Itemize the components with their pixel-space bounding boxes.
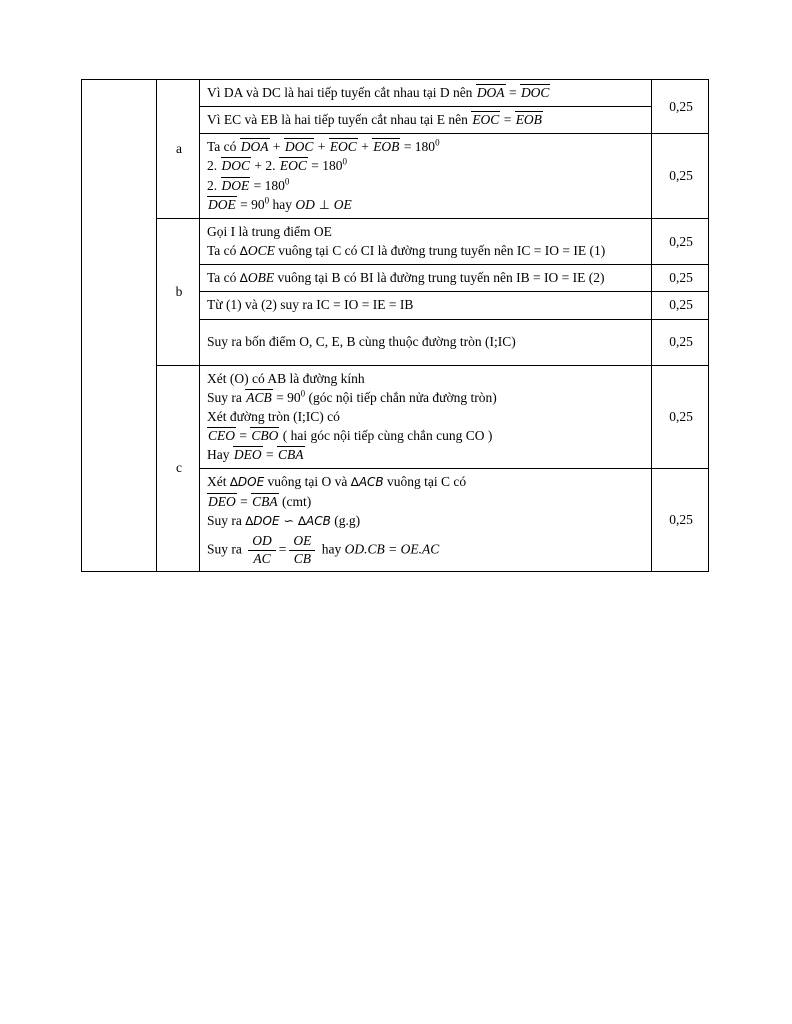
fraction-numerator-oe: OE — [289, 534, 315, 551]
text-c2-post: vuông tại C có — [383, 474, 467, 490]
content-c2 — [200, 469, 652, 571]
score-b4: 0,25 — [652, 319, 709, 365]
line-c1-5 — [207, 445, 646, 464]
eq-c1-5: = — [262, 447, 277, 463]
angle-doe-1: DOE — [221, 177, 250, 193]
text-hay-3: hay — [318, 541, 345, 557]
degree-2: 0 — [342, 156, 348, 167]
fraction-oe-cb — [289, 534, 315, 567]
degree-1: 0 — [435, 137, 440, 148]
angle-eoc-3: EOC — [279, 158, 307, 174]
fraction-od-ac — [248, 534, 276, 567]
angle-deo-1: DEO — [233, 447, 262, 463]
segment-od: OD — [295, 196, 315, 212]
angle-cba-2: CBA — [252, 493, 278, 509]
angle-ceo: CEO — [208, 428, 235, 444]
answer-key-table — [81, 79, 709, 572]
text-a3-l2-mid: + 2. — [251, 158, 279, 174]
triangle-acb-1: ∆ACB — [350, 475, 384, 490]
score-c1: 0,25 — [652, 365, 709, 469]
text-c1-l4-post: ( hai góc nội tiếp cùng chắn cung CO ) — [279, 428, 493, 444]
text-cmt: (cmt) — [278, 493, 312, 509]
equation-od-cb: OD.CB = OE.AC — [344, 541, 440, 557]
score-b3: 0,25 — [652, 292, 709, 319]
triangle-doe-2: ∆DOE — [245, 513, 280, 528]
degree-3: 0 — [284, 176, 290, 187]
content-b4 — [200, 319, 652, 365]
line-b1-2 — [207, 241, 646, 260]
line-a3-4 — [207, 195, 646, 214]
text-b1-l1: Gọi I là trung điểm OE — [207, 223, 332, 239]
eq-a3-4: = 90 — [236, 196, 265, 212]
triangle-symbol-2: ∆ — [239, 271, 248, 286]
text-a2-pre: Vì EC và EB là hai tiếp tuyến cắt nhau tại E nên — [207, 112, 472, 128]
score-b1: 0,25 — [652, 218, 709, 264]
eq-c2-4: = — [278, 541, 287, 557]
text-b3: Từ (1) và (2) suy ra IC = IO = IE = IB — [207, 297, 414, 313]
text-c1-l2-pre: Suy ra — [207, 389, 246, 405]
angle-doa: DOA — [476, 85, 505, 100]
similar-symbol: ∽ — [279, 512, 298, 528]
triangle-oce: OCE — [247, 243, 275, 259]
score-c2: 0,25 — [652, 469, 709, 571]
line-c2-2 — [207, 492, 646, 511]
angle-doe-2: DOE — [208, 196, 236, 212]
text-c2-l4-pre: Suy ra — [207, 541, 246, 557]
text-c1-l2-post: (góc nội tiếp chắn nửa đường tròn) — [305, 389, 497, 405]
equals-a2: = — [500, 112, 515, 128]
eq-c1: = 90 — [272, 389, 301, 405]
content-a3 — [200, 134, 652, 219]
table-row — [82, 218, 709, 264]
degree-4: 0 — [264, 195, 270, 206]
line-a3-1 — [207, 137, 646, 156]
text-a3-l3-pre: 2. — [207, 177, 221, 193]
content-b3 — [200, 292, 652, 319]
eq-c1-4: = — [236, 428, 251, 444]
equals-a1: = — [505, 85, 520, 100]
angle-cbo: CBO — [251, 428, 279, 444]
fraction-denominator-cb: CB — [293, 550, 311, 566]
fraction-denominator-ac: AC — [253, 550, 271, 566]
triangle-symbol-1: ∆ — [239, 244, 248, 259]
score-a3: 0,25 — [652, 134, 709, 219]
line-b1-1 — [207, 222, 646, 241]
table-row — [82, 365, 709, 469]
perpendicular-symbol: ⊥ — [314, 196, 334, 212]
text-b1-post: vuông tại C có CI là đường trung tuyến nên IC = IO = IE (1) — [274, 243, 606, 259]
line-a3-3 — [207, 176, 646, 195]
triangle-acb-2: ∆ACB — [297, 513, 331, 528]
text-a3-pre: Ta có — [207, 139, 240, 155]
part-label-c: c — [157, 365, 200, 571]
plus-1: + — [269, 139, 284, 155]
line-c2-1 — [207, 472, 646, 491]
line-b2-1 — [207, 268, 646, 287]
angle-acb: ACB — [246, 389, 272, 405]
part-label-b: b — [157, 218, 200, 365]
text-a3-l2-pre: 2. — [207, 158, 221, 174]
plus-2: + — [314, 139, 329, 155]
angle-doa-2: DOA — [240, 139, 269, 155]
line-c1-4 — [207, 426, 646, 445]
text-c2-pre: Xét — [207, 474, 230, 490]
content-b1 — [200, 218, 652, 264]
content-a2 — [200, 107, 652, 134]
text-c1-l1: Xét (O) có AB là đường kính — [207, 370, 365, 386]
segment-oe: OE — [333, 196, 352, 212]
angle-doc: DOC — [520, 85, 550, 100]
degree-5: 0 — [300, 388, 306, 399]
text-b4: Suy ra bốn điểm O, C, E, B cùng thuộc đường tròn (I;IC) — [207, 333, 516, 349]
triangle-obe: OBE — [247, 270, 275, 286]
text-b1-pre: Ta có — [207, 243, 240, 259]
fraction-numerator-od: OD — [248, 534, 276, 551]
angle-eoc-2: EOC — [329, 139, 357, 155]
angle-doc-2: DOC — [284, 139, 314, 155]
angle-doc-3: DOC — [221, 158, 251, 174]
plus-3: + — [357, 139, 373, 155]
text-c2-l3-pre: Suy ra — [207, 512, 246, 528]
text-b2-pre: Ta có — [207, 270, 240, 286]
content-b2 — [200, 265, 652, 292]
text-b2-post: vuông tại B có BI là đường trung tuyến nên IB = IO = IE (2) — [274, 270, 605, 286]
text-a1-pre: Vì DA và DC là hai tiếp tuyến cắt nhau tại D nên — [207, 85, 476, 100]
score-a1: 0,25 — [652, 80, 709, 134]
angle-cba-1: CBA — [278, 447, 304, 463]
line-a3-2 — [207, 156, 646, 175]
angle-deo-2: DEO — [208, 493, 236, 509]
angle-eob-2: EOB — [373, 139, 400, 155]
line-c2-3 — [207, 511, 646, 530]
text-c1-l3: Xét đường tròn (I;IC) có — [207, 408, 340, 424]
angle-eoc: EOC — [472, 112, 500, 128]
content-c1 — [200, 365, 652, 469]
eq-a3-2: = 180 — [307, 158, 343, 174]
text-hay-2: Hay — [207, 447, 233, 463]
table-row — [82, 80, 709, 107]
line-c1-1 — [207, 369, 646, 388]
question-number-cell — [82, 80, 157, 572]
line-c1-2 — [207, 388, 646, 407]
content-a1 — [200, 80, 652, 107]
part-label-a: a — [157, 80, 200, 219]
line-c1-3 — [207, 407, 646, 426]
text-c2-mid: vuông tại O và — [264, 474, 351, 490]
eq-a3-3: = 180 — [250, 177, 285, 193]
eq-a3-1: = 180 — [400, 139, 436, 155]
angle-eob: EOB — [515, 112, 542, 128]
text-gg: (g.g) — [330, 512, 361, 528]
triangle-doe-1: ∆DOE — [229, 475, 265, 490]
line-c2-4 — [207, 534, 646, 567]
score-b2: 0,25 — [652, 265, 709, 292]
eq-c2-2: = — [236, 493, 252, 509]
text-hay-1: hay — [269, 196, 296, 212]
